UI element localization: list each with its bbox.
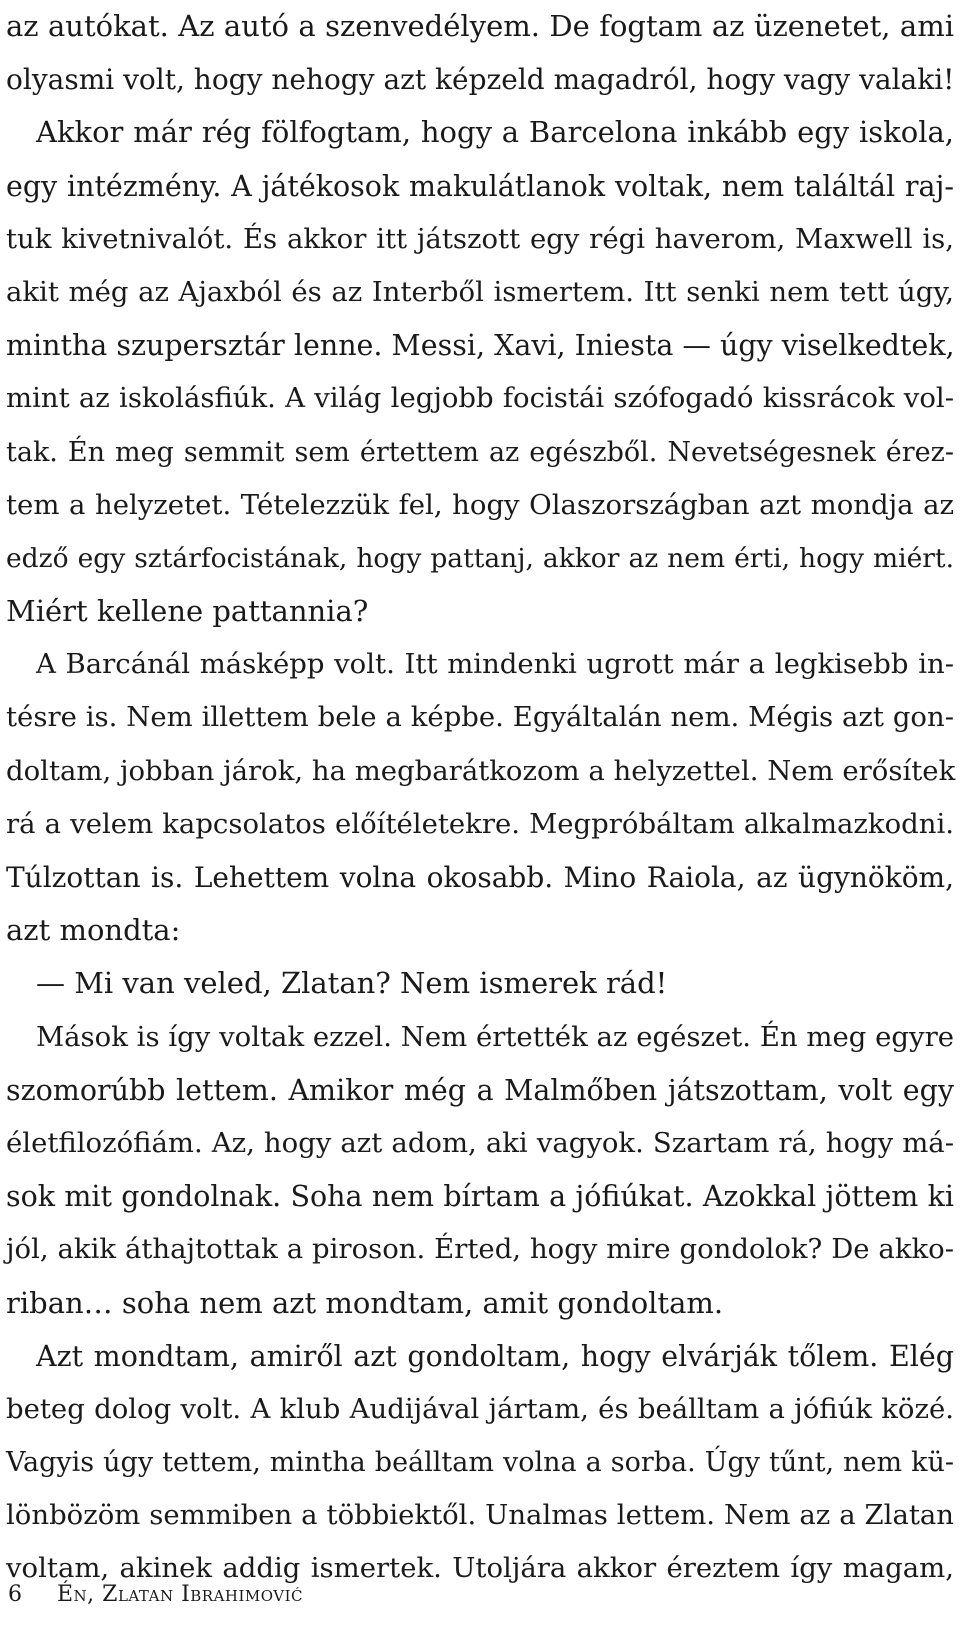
text-line: lönbözöm semmiben a többiektől. Unalmas lettem. Nem az a Zlatan bbox=[6, 1499, 954, 1532]
text-line: akit még az Ajaxból és az Interből ismertem. Itt senki nem tett úgy, bbox=[6, 275, 954, 308]
text-line: életfilozófiám. Az, hogy azt adom, aki vagyok. Szartam rá, hogy má- bbox=[6, 1126, 954, 1159]
text-line: szomorúbb lettem. Amikor még a Malmőben játszottam, volt egy bbox=[6, 1073, 954, 1107]
text-line: mintha szupersztár lenne. Messi, Xavi, Iniesta — úgy viselkedtek, bbox=[6, 329, 955, 363]
text-line: az autókat. Az autó a szenvedélyem. De fogtam az üzenetet, ami bbox=[6, 9, 954, 43]
text-line: olyasmi volt, hogy nehogy azt képzeld magadról, hogy vagy valaki! bbox=[6, 63, 955, 97]
text-line: edző egy sztárfocistának, hogy pattanj, akkor az nem érti, hogy miért. bbox=[6, 542, 954, 574]
page-number: 6 bbox=[8, 1582, 22, 1607]
text-line: mint az iskolásfiúk. A világ legjobb focistái szófogadó kissrácok vol- bbox=[6, 382, 954, 415]
text-line: jól, akik áthajtottak a piroson. Érted, hogy mire gondolok? De akko- bbox=[6, 1233, 954, 1266]
text-line: Azt mondtam, amiről azt gondoltam, hogy elvárják tőlem. Elég bbox=[36, 1339, 954, 1373]
running-title: Én, Zlatan Ibrahimović bbox=[57, 1582, 304, 1607]
text-line: tuk kivetnivalót. És akkor itt játszott egy régi haverom, Maxwell is, bbox=[6, 222, 954, 255]
text-line: — Mi van veled, Zlatan? Nem ismerek rád! bbox=[36, 966, 668, 1001]
text-line: tak. Én meg semmit sem értettem az egészből. Nevetségesnek érez- bbox=[6, 436, 954, 468]
text-line: doltam, jobban járok, ha megbarátkozom a helyzettel. Nem erősítek bbox=[6, 754, 956, 787]
text-line: Akkor már rég fölfogtam, hogy a Barcelona inkább egy iskola, bbox=[36, 115, 954, 150]
book-page-body bbox=[6, 0, 954, 1596]
text-line: azt mondta: bbox=[6, 913, 181, 948]
text-line: Vagyis úgy tettem, mintha beálltam volna a sorba. Úgy tűnt, nem kü- bbox=[6, 1447, 954, 1479]
page-footer bbox=[8, 1580, 303, 1610]
text-line: tem a helyzetet. Tételezzük fel, hogy Olaszországban azt mondja az bbox=[6, 488, 954, 521]
text-line: Túlzottan is. Lehettem volna okosabb. Mino Raiola, az ügynököm, bbox=[6, 861, 954, 894]
text-line: riban… soha nem azt mondtam, amit gondoltam. bbox=[6, 1285, 724, 1320]
text-line: beteg dolog volt. A klub Audijával jártam, és beálltam a jófiúk közé. bbox=[6, 1392, 954, 1425]
text-line: A Barcánál másképp volt. Itt mindenki ugrott már a legkisebb in- bbox=[36, 648, 954, 681]
text-line: voltam, akinek addig ismertek. Utoljára akkor éreztem így magam, bbox=[6, 1552, 954, 1585]
text-line: Mások is így voltak ezzel. Nem értették az egészet. Én meg egyre bbox=[36, 1020, 954, 1053]
text-line: sok mit gondolnak. Soha nem bírtam a jófiúkat. Azokkal jöttem ki bbox=[6, 1180, 954, 1214]
text-line: tésre is. Nem illettem bele a képbe. Egyáltalán nem. Mégis azt gon- bbox=[6, 701, 954, 734]
text-line: rá a velem kapcsolatos előítéletekre. Megpróbáltam alkalmazkodni. bbox=[6, 807, 954, 840]
text-line: Miért kellene pattannia? bbox=[6, 594, 369, 629]
text-line: egy intézmény. A játékosok makulátlanok voltak, nem találtál raj- bbox=[6, 169, 954, 203]
